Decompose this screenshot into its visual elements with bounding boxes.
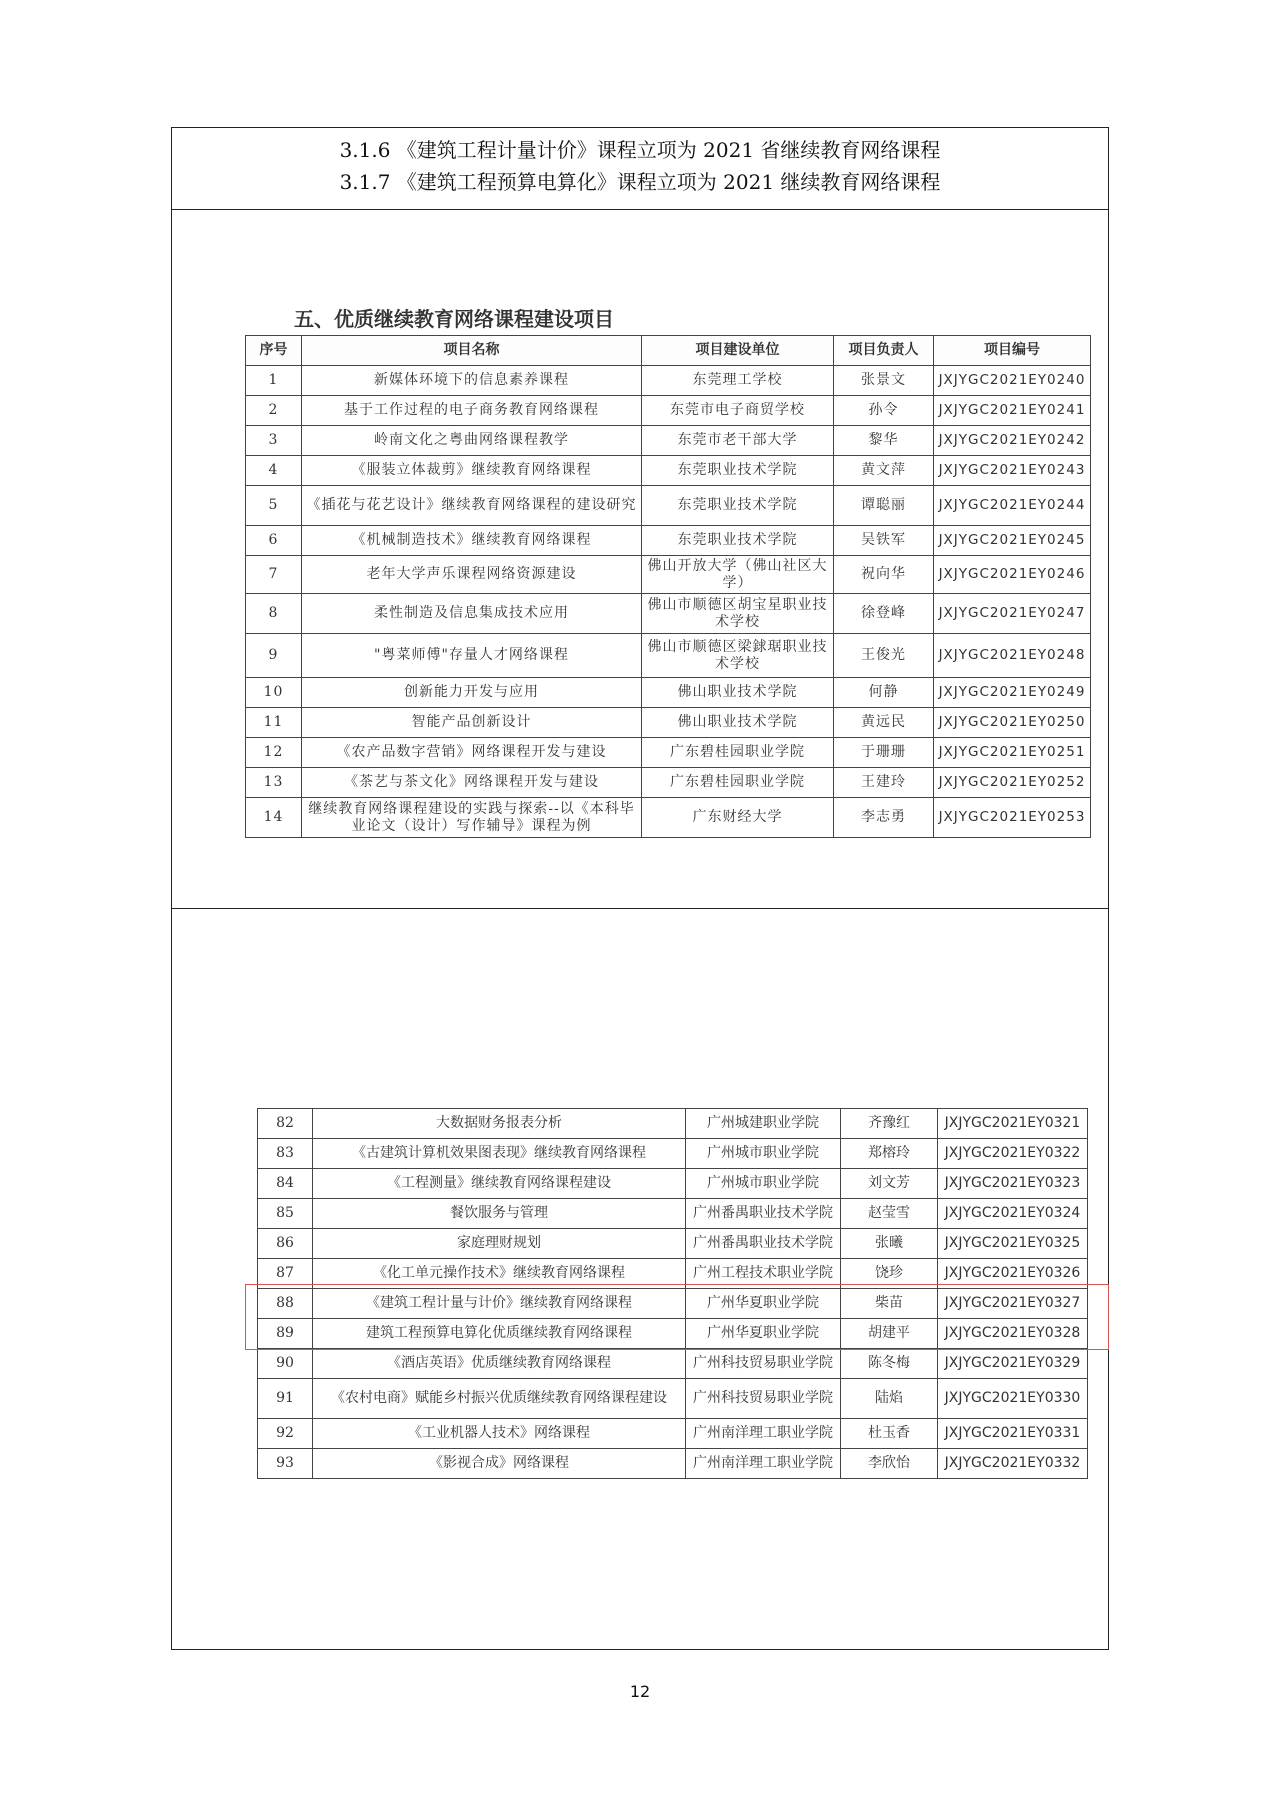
cell-code: JXJYGC2021EY0248 xyxy=(934,634,1091,678)
cell-code: JXJYGC2021EY0245 xyxy=(934,526,1091,556)
cell-code: JXJYGC2021EY0250 xyxy=(934,708,1091,738)
cell-index: 87 xyxy=(258,1259,313,1289)
projects-table-bottom xyxy=(257,1108,1088,1479)
table-row xyxy=(258,1349,1088,1379)
cell-project-name: 基于工作过程的电子商务教育网络课程 xyxy=(302,396,642,426)
cell-index: 89 xyxy=(258,1319,313,1349)
cell-index: 13 xyxy=(246,768,302,798)
section-divider xyxy=(172,908,1108,909)
cell-leader: 祝向华 xyxy=(834,556,934,594)
cell-unit: 广州工程技术职业学院 xyxy=(686,1259,841,1289)
cell-leader: 李志勇 xyxy=(834,798,934,838)
cell-index: 86 xyxy=(258,1229,313,1259)
cell-unit: 广州城市职业学院 xyxy=(686,1169,841,1199)
cell-project-name: 《工业机器人技术》网络课程 xyxy=(313,1419,686,1449)
table-row xyxy=(258,1199,1088,1229)
cell-code: JXJYGC2021EY0323 xyxy=(938,1169,1088,1199)
cell-leader: 饶珍 xyxy=(841,1259,938,1289)
header-box xyxy=(172,128,1108,210)
cell-leader: 黎华 xyxy=(834,426,934,456)
cell-project-name: 智能产品创新设计 xyxy=(302,708,642,738)
table-row xyxy=(246,456,1091,486)
table-row xyxy=(246,708,1091,738)
cell-code: JXJYGC2021EY0332 xyxy=(938,1449,1088,1479)
cell-project-name: 《插花与花艺设计》继续教育网络课程的建设研究 xyxy=(302,486,642,526)
header-line-1: 3.1.6 《建筑工程计量计价》课程立项为 2021 省继续教育网络课程 xyxy=(339,138,941,162)
cell-project-name: 餐饮服务与管理 xyxy=(313,1199,686,1229)
cell-code: JXJYGC2021EY0322 xyxy=(938,1139,1088,1169)
table-row xyxy=(258,1289,1088,1319)
col-header-leader: 项目负责人 xyxy=(834,336,934,366)
table-row xyxy=(246,634,1091,678)
cell-unit: 广东碧桂园职业学院 xyxy=(642,738,834,768)
cell-project-name: 《建筑工程计量与计价》继续教育网络课程 xyxy=(313,1289,686,1319)
table-row xyxy=(258,1379,1088,1419)
cell-index: 5 xyxy=(246,486,302,526)
cell-project-name: "粤菜师傅"存量人才网络课程 xyxy=(302,634,642,678)
cell-leader: 张曦 xyxy=(841,1229,938,1259)
cell-index: 90 xyxy=(258,1349,313,1379)
cell-leader: 杜玉香 xyxy=(841,1419,938,1449)
cell-unit: 广州华夏职业学院 xyxy=(686,1319,841,1349)
table-row xyxy=(246,678,1091,708)
cell-index: 7 xyxy=(246,556,302,594)
cell-unit: 广州华夏职业学院 xyxy=(686,1289,841,1319)
cell-code: JXJYGC2021EY0330 xyxy=(938,1379,1088,1419)
page-number: 12 xyxy=(629,1682,651,1701)
cell-index: 85 xyxy=(258,1199,313,1229)
cell-code: JXJYGC2021EY0241 xyxy=(934,396,1091,426)
cell-leader: 王建玲 xyxy=(834,768,934,798)
cell-unit: 广州番禺职业技术学院 xyxy=(686,1229,841,1259)
table-row xyxy=(246,426,1091,456)
cell-index: 10 xyxy=(246,678,302,708)
cell-index: 1 xyxy=(246,366,302,396)
section-title: 五、优质继续教育网络课程建设项目 xyxy=(294,307,614,331)
cell-project-name: 《影视合成》网络课程 xyxy=(313,1449,686,1479)
table-header-row xyxy=(246,336,1091,366)
cell-leader: 胡建平 xyxy=(841,1319,938,1349)
cell-unit: 广州科技贸易职业学院 xyxy=(686,1349,841,1379)
cell-index: 83 xyxy=(258,1139,313,1169)
cell-index: 6 xyxy=(246,526,302,556)
table-row xyxy=(246,594,1091,634)
table-row xyxy=(246,396,1091,426)
table-row xyxy=(246,768,1091,798)
cell-leader: 郑榕玲 xyxy=(841,1139,938,1169)
cell-unit: 广州城建职业学院 xyxy=(686,1109,841,1139)
table-row xyxy=(246,366,1091,396)
table-row xyxy=(258,1139,1088,1169)
cell-unit: 广州城市职业学院 xyxy=(686,1139,841,1169)
cell-leader: 黄文萍 xyxy=(834,456,934,486)
cell-index: 92 xyxy=(258,1419,313,1449)
cell-code: JXJYGC2021EY0246 xyxy=(934,556,1091,594)
cell-unit: 广州南洋理工职业学院 xyxy=(686,1449,841,1479)
cell-code: JXJYGC2021EY0331 xyxy=(938,1419,1088,1449)
cell-leader: 赵莹雪 xyxy=(841,1199,938,1229)
cell-code: JXJYGC2021EY0324 xyxy=(938,1199,1088,1229)
cell-code: JXJYGC2021EY0328 xyxy=(938,1319,1088,1349)
cell-project-name: 《工程测量》继续教育网络课程建设 xyxy=(313,1169,686,1199)
cell-code: JXJYGC2021EY0244 xyxy=(934,486,1091,526)
table-row xyxy=(258,1259,1088,1289)
cell-leader: 柴苗 xyxy=(841,1289,938,1319)
col-header-project-name: 项目名称 xyxy=(302,336,642,366)
cell-code: JXJYGC2021EY0253 xyxy=(934,798,1091,838)
cell-index: 88 xyxy=(258,1289,313,1319)
cell-index: 93 xyxy=(258,1449,313,1479)
table-row xyxy=(246,556,1091,594)
cell-code: JXJYGC2021EY0249 xyxy=(934,678,1091,708)
cell-index: 3 xyxy=(246,426,302,456)
cell-code: JXJYGC2021EY0243 xyxy=(934,456,1091,486)
cell-code: JXJYGC2021EY0251 xyxy=(934,738,1091,768)
cell-leader: 孙令 xyxy=(834,396,934,426)
col-header-code: 项目编号 xyxy=(934,336,1091,366)
cell-unit: 东莞市电子商贸学校 xyxy=(642,396,834,426)
cell-unit: 广东财经大学 xyxy=(642,798,834,838)
cell-leader: 王俊光 xyxy=(834,634,934,678)
cell-code: JXJYGC2021EY0252 xyxy=(934,768,1091,798)
cell-project-name: 新媒体环境下的信息素养课程 xyxy=(302,366,642,396)
cell-index: 84 xyxy=(258,1169,313,1199)
cell-unit: 东莞职业技术学院 xyxy=(642,526,834,556)
cell-unit: 佛山市顺德区胡宝星职业技术学校 xyxy=(642,594,834,634)
cell-leader: 陈冬梅 xyxy=(841,1349,938,1379)
cell-project-name: 继续教育网络课程建设的实践与探索--以《本科毕业论文（设计）写作辅导》课程为例 xyxy=(302,798,642,838)
cell-project-name: 大数据财务报表分析 xyxy=(313,1109,686,1139)
cell-project-name: 《古建筑计算机效果图表现》继续教育网络课程 xyxy=(313,1139,686,1169)
cell-project-name: 《酒店英语》优质继续教育网络课程 xyxy=(313,1349,686,1379)
cell-unit: 东莞职业技术学院 xyxy=(642,456,834,486)
cell-code: JXJYGC2021EY0329 xyxy=(938,1349,1088,1379)
cell-project-name: 《农村电商》赋能乡村振兴优质继续教育网络课程建设 xyxy=(313,1379,686,1419)
cell-leader: 于珊珊 xyxy=(834,738,934,768)
table-row xyxy=(258,1319,1088,1349)
cell-index: 2 xyxy=(246,396,302,426)
cell-leader: 李欣怡 xyxy=(841,1449,938,1479)
cell-project-name: 岭南文化之粤曲网络课程教学 xyxy=(302,426,642,456)
cell-index: 8 xyxy=(246,594,302,634)
table-row xyxy=(258,1419,1088,1449)
cell-unit: 东莞理工学校 xyxy=(642,366,834,396)
cell-project-name: 家庭理财规划 xyxy=(313,1229,686,1259)
cell-unit: 广州科技贸易职业学院 xyxy=(686,1379,841,1419)
cell-code: JXJYGC2021EY0326 xyxy=(938,1259,1088,1289)
table-row xyxy=(258,1449,1088,1479)
cell-leader: 刘文芳 xyxy=(841,1169,938,1199)
cell-leader: 齐豫红 xyxy=(841,1109,938,1139)
cell-code: JXJYGC2021EY0247 xyxy=(934,594,1091,634)
cell-index: 4 xyxy=(246,456,302,486)
cell-leader: 谭聪丽 xyxy=(834,486,934,526)
cell-index: 91 xyxy=(258,1379,313,1419)
cell-code: JXJYGC2021EY0327 xyxy=(938,1289,1088,1319)
cell-leader: 徐登峰 xyxy=(834,594,934,634)
cell-unit: 东莞市老干部大学 xyxy=(642,426,834,456)
table-row xyxy=(246,526,1091,556)
cell-unit: 佛山开放大学（佛山社区大学） xyxy=(642,556,834,594)
table-row xyxy=(246,798,1091,838)
cell-project-name: 老年大学声乐课程网络资源建设 xyxy=(302,556,642,594)
table-row xyxy=(258,1229,1088,1259)
cell-unit: 广东碧桂园职业学院 xyxy=(642,768,834,798)
cell-leader: 黄远民 xyxy=(834,708,934,738)
projects-table-top xyxy=(245,335,1091,838)
cell-index: 11 xyxy=(246,708,302,738)
cell-unit: 广州南洋理工职业学院 xyxy=(686,1419,841,1449)
cell-code: JXJYGC2021EY0242 xyxy=(934,426,1091,456)
cell-index: 82 xyxy=(258,1109,313,1139)
cell-project-name: 创新能力开发与应用 xyxy=(302,678,642,708)
cell-unit: 广州番禺职业技术学院 xyxy=(686,1199,841,1229)
cell-project-name: 建筑工程预算电算化优质继续教育网络课程 xyxy=(313,1319,686,1349)
cell-project-name: 《化工单元操作技术》继续教育网络课程 xyxy=(313,1259,686,1289)
cell-project-name: 《服装立体裁剪》继续教育网络课程 xyxy=(302,456,642,486)
cell-index: 14 xyxy=(246,798,302,838)
cell-project-name: 《茶艺与茶文化》网络课程开发与建设 xyxy=(302,768,642,798)
cell-leader: 陆焰 xyxy=(841,1379,938,1419)
cell-leader: 张景文 xyxy=(834,366,934,396)
col-header-index: 序号 xyxy=(246,336,302,366)
cell-unit: 佛山职业技术学院 xyxy=(642,708,834,738)
cell-code: JXJYGC2021EY0240 xyxy=(934,366,1091,396)
cell-unit: 佛山市顺德区梁銶琚职业技术学校 xyxy=(642,634,834,678)
cell-code: JXJYGC2021EY0325 xyxy=(938,1229,1088,1259)
cell-project-name: 柔性制造及信息集成技术应用 xyxy=(302,594,642,634)
cell-project-name: 《机械制造技术》继续教育网络课程 xyxy=(302,526,642,556)
table-row xyxy=(246,486,1091,526)
table-row xyxy=(258,1169,1088,1199)
table-row xyxy=(246,738,1091,768)
cell-leader: 吴铁军 xyxy=(834,526,934,556)
cell-unit: 东莞职业技术学院 xyxy=(642,486,834,526)
cell-project-name: 《农产品数字营销》网络课程开发与建设 xyxy=(302,738,642,768)
cell-index: 9 xyxy=(246,634,302,678)
cell-leader: 何静 xyxy=(834,678,934,708)
cell-code: JXJYGC2021EY0321 xyxy=(938,1109,1088,1139)
header-line-2: 3.1.7 《建筑工程预算电算化》课程立项为 2021 继续教育网络课程 xyxy=(339,170,941,194)
col-header-unit: 项目建设单位 xyxy=(642,336,834,366)
table-row xyxy=(258,1109,1088,1139)
cell-index: 12 xyxy=(246,738,302,768)
cell-unit: 佛山职业技术学院 xyxy=(642,678,834,708)
